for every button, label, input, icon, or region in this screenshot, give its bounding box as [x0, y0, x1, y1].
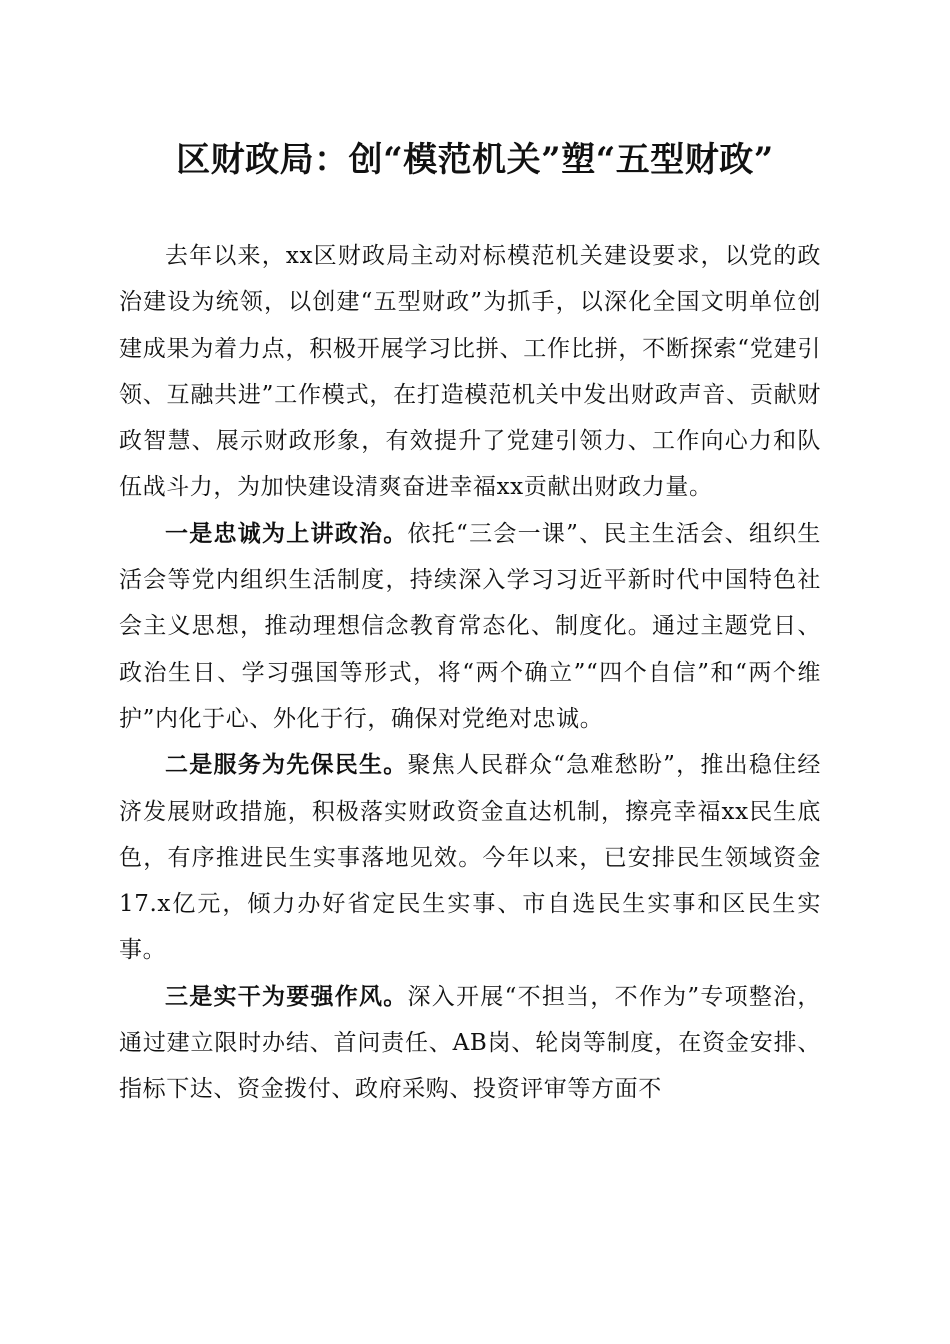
paragraph-work-style-lead: 三是实干为要强作风。 — [165, 982, 408, 1010]
paragraph-livelihood — [119, 742, 821, 973]
paragraph-work-style-text: 深入开展“不担当，不作为”专项整治，通过建立限时办结、首问责任、AB岗、轮岗等制度，在资金安排、指标下达、资金拨付、政府采购、投资评审等方面不 — [119, 983, 821, 1103]
paragraph-livelihood-lead: 二是服务为先保民生。 — [165, 751, 408, 779]
paragraph-work-style — [119, 974, 821, 1113]
paragraph-politics — [119, 511, 821, 742]
document-title: 区财政局：创“模范机关”塑“五型财政” — [176, 140, 774, 180]
document-body — [119, 233, 821, 1113]
paragraph-intro-text: 去年以来，xx区财政局主动对标模范机关建设要求，以党的政治建设为统领，以创建“五型财政”为抓手，以深化全国文明单位创建成果为着力点，积极开展学习比拼、工作比拼，不断探索“党建引领、互融共进”工作模式，在打造模范机关中发出财政声音、贡献财政智慧、展示财政形象，有效提升了党建引领力、工作向心力和队伍战斗力，为加快建设清爽奋进幸福xx贡献出财政力量。 — [119, 243, 821, 501]
paragraph-livelihood-text: 聚焦人民群众“急难愁盼”，推出稳住经济发展财政措施，积极落实财政资金直达机制，擦亮幸福xx民生底色，有序推进民生实事落地见效。今年以来，已安排民生领域资金17.x亿元，倾力办好省定民生实事、市自选民生实事和区民生实事。 — [119, 752, 821, 964]
paragraph-politics-text: 依托“三会一课”、民主生活会、组织生活会等党内组织生活制度，持续深入学习习近平新时代中国特色社会主义思想，推动理想信念教育常态化、制度化。通过主题党日、政治生日、学习强国等形式，将“两个确立”“四个自信”和“两个维护”内化于心、外化于行，确保对党绝对忠诚。 — [119, 520, 821, 732]
paragraph-intro — [119, 233, 821, 511]
paragraph-politics-lead: 一是忠诚为上讲政治。 — [165, 519, 408, 547]
